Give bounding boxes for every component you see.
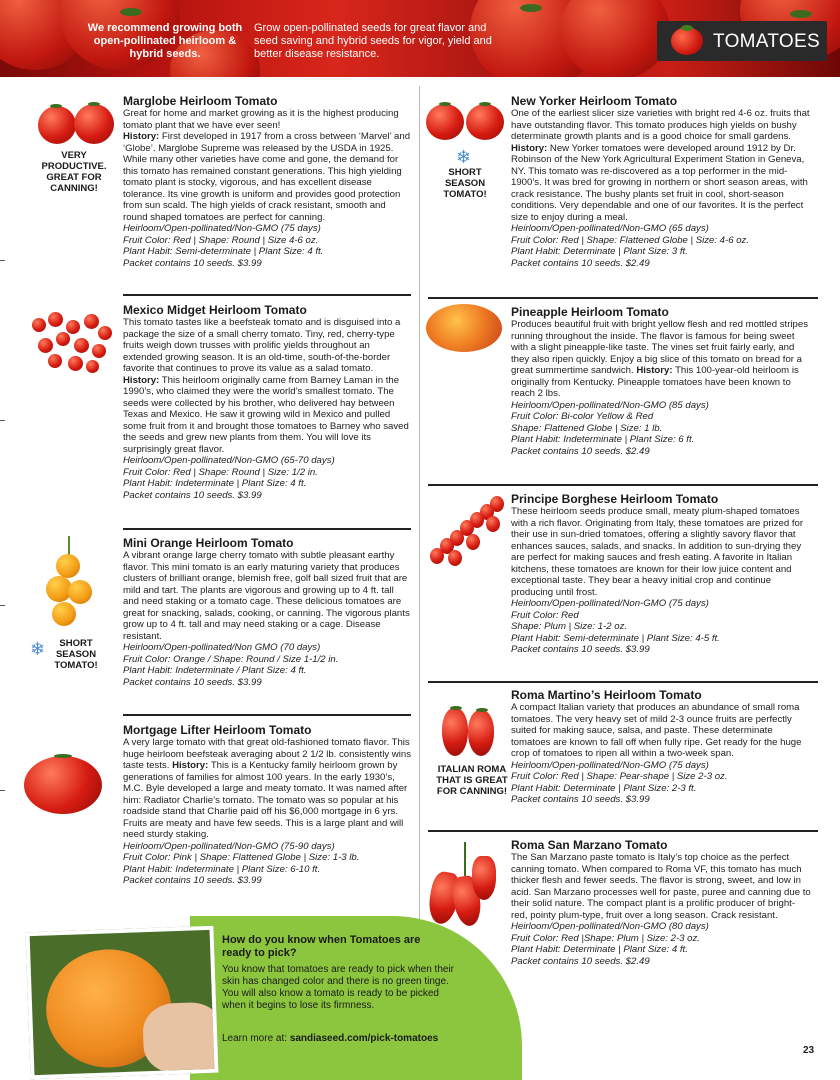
product-title: Mini Orange Heirloom Tomato [123,536,294,550]
pineapple-entry [511,305,811,457]
product-description: The San Marzano paste tomato is Italy’s top choice as the perfect canning tomato. When compared to Roma VF, this tomato has much thicker flesh and fewer seeds. The flavor is strong, sweet, and low in acid. San Marzano processes well for paste, puree and canning due to their solid nature. The compact plant is a prolific producer of bright-red, pointy plum-type, fruit over a long season. Crack resistant. [511,852,811,921]
mini-orange-entry [123,536,411,688]
marglobe-entry [123,94,411,269]
snowflake-icon: ❄ [30,639,46,659]
mortgage-lifter-entry [123,723,411,887]
product-spec: Heirloom/Open-pollinated/Non-GMO (75 days) [511,759,709,771]
section-separator [428,830,818,832]
header-recommend-text: We recommend growing both open-pollinated heirloom & hybrid seeds. [87,22,243,60]
product-spec: Heirloom/Open-pollinated/Non-GMO (75-90 days) [123,840,335,852]
pineapple-tomato-image [426,304,504,354]
product-title: Principe Borghese Heirloom Tomato [511,492,719,506]
product-spec: Fruit Color: Orange / Shape: Round / Size 1-1/2 in. [123,653,339,665]
product-spec: Plant Habit: Determinate | Plant Size: 4 ft. [511,944,688,955]
product-price: Packet contains 10 seeds. $3.99 [511,644,650,655]
new-yorker-entry [511,94,811,269]
principe-borghese-entry [511,492,811,656]
product-spec: Fruit Color: Red | Shape: Round | Size 4-6 oz. [123,234,319,246]
product-spec: Heirloom/Open-pollinated/Non-GMO (75 days) [123,223,321,234]
roma-martino-entry [511,688,811,806]
product-spec: Plant Habit: Semi-determinate | Plant Size: 4 ft. [123,246,324,257]
product-description: A vibrant orange large cherry tomato with subtle pleasant earthy flavor. This mini tomato is an early maturing variety that produces clusters of brilliant orange, blemish free, golf ball sized fruit that are mild and tart. The plants are vigorous and growing up to 4 ft. tall and need staking or a tomato cage. These delicious tomatoes are great for snacking, salads, cooking, or canning. The vigorous plants grow up to 4 ft. tall and may need staking or a cage. Disease resistant. [123,550,410,642]
product-title: Roma Martino’s Heirloom Tomato [511,688,702,702]
product-spec: Heirloom/Open-pollinated/Non-GMO (65 days) [511,223,709,234]
product-description: A very large tomato with that great old-fashioned tomato flavor. This huge heirloom beefsteak averaging about 2 1/2 lb. consistently wins taste tests. History: This is a Kentucky family heirloom grown by generations of families for almost 100 years. In the early 1930’s, M.C. Byle developed a large and meaty tomato. It was named after him: Radiator Charlie’s tomato. The tomato was so popular at his roadside stand that Charlie paid off his $6,000 mortgage in 6 yrs. Fruits are meaty and have few seeds. This is a large plant and will need sturdy staking. [123,737,411,840]
product-spec: Fruit Color: Red | Shape: Pear-shape | Size 2-3 oz. [511,771,728,782]
product-price: Packet contains 10 seeds. $2.49 [511,445,650,457]
product-spec: Fruit Color: Red [511,609,579,621]
product-spec: Heirloom/Open-pollinated/Non-GMO (80 days) [511,921,709,932]
product-spec: Fruit Color: Pink | Shape: Flattened Globe | Size: 1-3 lb. [123,852,360,863]
product-spec: Heirloom/Open-pollinated/Non-GMO (75 days) [511,598,709,609]
mini-orange-callout: SHORT SEASON TOMATO! [54,638,98,671]
product-price: Packet contains 10 seeds. $3.99 [123,875,262,886]
product-title: Mexico Midget Heirloom Tomato [123,303,307,317]
roma-martino-tomato-image [440,700,500,760]
section-title: TOMATOES [713,31,820,52]
product-title: Pineapple Heirloom Tomato [511,305,669,319]
product-title: Roma San Marzano Tomato [511,838,668,852]
tip-link[interactable]: Learn more at: sandiaseed.com/pick-tomatoes [222,1033,439,1044]
marglobe-callout: VERY PRODUCTIVE. GREAT FOR CANNING! [41,150,107,194]
section-separator [123,294,411,296]
column-divider [419,86,420,936]
tomato-icon [671,27,703,55]
product-price: Packet contains 10 seeds. $3.99 [123,676,262,688]
product-price: Packet contains 10 seeds. $3.99 [123,257,262,269]
product-spec: Plant Habit: Indeterminate | Plant Size: 4 ft. [123,478,307,489]
product-spec: Plant Habit: Determinate | Plant Size: 3 ft. [511,246,688,257]
product-price: Packet contains 10 seeds. $3.99 [123,489,262,501]
margin-tick [0,790,5,791]
roma-san-marzano-entry [511,838,811,967]
product-title: Marglobe Heirloom Tomato [123,94,278,108]
section-separator [428,681,818,683]
product-title: Mortgage Lifter Heirloom Tomato [123,723,312,737]
tip-title: How do you know when Tomatoes are ready to pick? [222,934,421,959]
mexico-midget-tomato-image [28,308,118,378]
product-spec: Plant Habit: Indeterminate | Plant Size: 6-10 ft. [123,863,321,875]
product-description: A compact Italian variety that produces an abundance of small roma tomatoes. The very heavy set of mild 2-3 ounce fruits are perfectly suited for making sauce, salsa, and paste. These determinate tomatoes are known to fall off when fully ripe. Get ready for the huge crop of tomatoes to ripen all within a two-week span. [511,702,802,759]
roma-san-marzano-tomato-image [424,842,504,928]
section-badge [657,21,827,61]
product-price: Packet contains 10 seeds. $2.49 [511,257,650,269]
header-blurb: Grow open-pollinated seeds for great flavor and seed saving and hybrid seeds for vigor, yield and better disease resistance. [254,22,492,60]
product-spec: Shape: Flattened Globe | Size: 1 lb. [511,422,663,434]
snowflake-icon: ❄ [456,147,472,167]
header-banner [0,0,840,77]
section-separator [123,528,411,530]
ripe-tomato-photo [25,926,218,1079]
product-spec: Plant Habit: Semi-determinate | Plant Size: 4-5 ft. [511,632,720,644]
product-spec: Plant Habit: Indeterminate | Plant Size: 6 ft. [511,434,695,445]
product-spec: Heirloom/Open-pollinated/Non-GMO (85 days) [511,399,709,411]
product-spec: Heirloom/Open-pollinated/Non-GMO (65-70 days) [123,455,335,466]
product-description: This tomato tastes like a beefsteak tomato and is disguised into a package the size of a small cherry tomato. Tiny, red, cherry-type fruits weigh down trusses with prolific yields throughout an extended growing season. It is an old-time, south-of-the-border favorite that continues to prove its value as a salad tomato. History: This heirloom originally came from Barney Laman in the 1990’s, who claimed they were the world’s smallest tomato. The seeds were collected by his brother, who delivered hay between Texas and Mexico. He saw it growing wild in Mexico and pulled some fruit from it and brought those tomatoes to Barney who saved the seeds and grew new plants from them. You will love its surprisingly great flavor. [123,317,409,455]
product-spec: Fruit Color: Bi-color Yellow & Red [511,411,654,422]
section-separator [428,297,818,299]
mini-orange-tomato-image [42,536,102,636]
product-price: Packet contains 10 seeds. $3.99 [511,794,650,805]
margin-tick [0,605,5,606]
section-separator [123,714,411,716]
product-price: Packet contains 10 seeds. $2.49 [511,955,650,967]
product-spec: Fruit Color: Red |Shape: Plum | Size: 2-3 oz. [511,932,700,944]
new-yorker-tomato-image [424,100,508,142]
product-description: Produces beautiful fruit with bright yellow flesh and red mottled stripes running throughout the inside. The flavor is famous for being sweet with a slight pineapple-like taste. The vines set fruit fairly early, and they also ripen quickly. Enjoy a big slice of this tomato on bread for a great summertime sandwich. History: This 100-year-old heirloom is originally from Kentucky. Pineapple tomatoes have been known to reach 2 lbs. [511,319,809,399]
product-spec: Fruit Color: Red | Shape: Round | Size: 1/2 in. [123,466,318,478]
roma-martino-callout: ITALIAN ROMA THAT IS GREAT FOR CANNING! [436,764,508,797]
product-description: One of the earliest slicer size varieties with bright red 4-6 oz. fruits that have outstanding flavor. This tomato produces high yields on bushy determinate growth plants and is a good choice for small gardens. History: New Yorker tomatoes were developed around 1912 by Dr. Robinson of the New York Agricultural Experiment Station in Geneva, NY. This tomato was re-discovered as a top performer in the mid-1900’s. It was bred for growing in northern or short season areas, with crack resistance. The bushy plants set fruit in cool, short-season conditions. Very dependable and one of our favorites. It is the perfect size to enjoy during a meal. [511,108,810,223]
principe-borghese-tomato-image [426,492,510,572]
product-spec: Fruit Color: Red | Shape: Flattened Globe | Size: 4-6 oz. [511,234,750,246]
margin-tick [0,420,5,421]
new-yorker-callout: SHORT SEASON TOMATO! [443,167,487,200]
margin-tick [0,260,5,261]
product-title: New Yorker Heirloom Tomato [511,94,678,108]
marglobe-tomato-image [36,98,116,148]
product-spec: Shape: Plum | Size: 1-2 oz. [511,621,628,632]
mexico-midget-entry [123,303,411,501]
section-separator [428,484,818,486]
product-description: Great for home and market growing as it is the highest producing tomato plant that we have ever seen! History: First developed in 1917 from a cross between ‘Marvel’ and ‘Globe’. Marglobe Supreme was released by the USDA in 1925. While many other varieties have come and gone, the demand for this tomato has remained constant generations. This high yielding tomato plant is stocky, vigorous, and has excellent disease tolerance. Its vine growth is uniform and provides good protection from sun scald. The high yields of crack resistant, smooth and round shaped tomatoes are perfect for canning. [123,108,411,223]
product-description: These heirloom seeds produce small, meaty plum-shaped tomatoes with a rich flavor. Originating from Italy, these tomatoes are prized for their use in sun-dried tomatoes, offering a slightly savory flavor that enhances sauces, salads, and snacks. In addition to sun-drying they are perfect for making sauces and fresh eating. A favorite in Italian kitchens, these tomatoes are known for their low juice content and exceptional taste. They bear a heavy initial crop and continue producing until frost. [511,506,804,598]
product-spec: Heirloom/Open-pollinated/Non GMO (70 days) [123,642,321,653]
tip-body: You know that tomatoes are ready to pick when their skin has changed color and there is no green tinge. You will also know a tomato is ready to be picked when it begins to lose its firmness. [222,964,454,1011]
page-number: 23 [803,1045,815,1056]
product-spec: Plant Habit: Indeterminate / Plant Size: 4 ft. [123,665,307,676]
mortgage-lifter-tomato-image [24,752,104,816]
product-spec: Plant Habit: Determinate | Plant Size: 2-3 ft. [511,782,697,794]
